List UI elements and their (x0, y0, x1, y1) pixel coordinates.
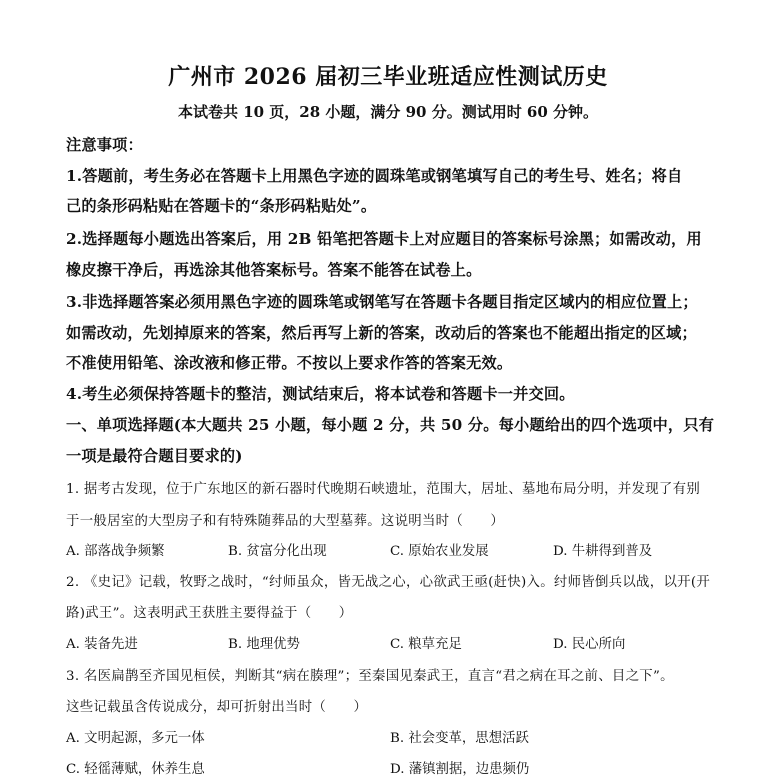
question-3-option-b: B. 社会变革，思想活跃 (390, 731, 529, 746)
section-heading: 一、单项选择题(本大题共 25 小题，每小题 2 分，共 50 分。每小题给出的四个选项中，只有 (66, 416, 715, 434)
question-1-option-a: A. 部落战争频繁 (66, 544, 165, 559)
question-2-text: 2. 《史记》记载，牧野之战时，“纣师虽众，皆无战之心，心欲武王亟(赶快)入。纣师皆倒兵以战，以开(开 (66, 575, 711, 590)
question-3-text: 这些记载虽含传说成分，却可折射出当时（ ） (66, 700, 368, 715)
question-2-option-c: C. 粮草充足 (390, 637, 462, 652)
question-1-text: 1. 据考古发现，位于广东地区的新石器时代晚期石峡遗址，范围大，居址、墓地布局分明，并发现了有别 (66, 482, 701, 497)
question-2-option-b: B. 地理优势 (228, 637, 300, 652)
question-3-option-d: D. 藩镇割据，边患频仍 (390, 762, 530, 777)
exam-title: 广州市 2026 届初三毕业班适应性测试历史 (168, 64, 608, 90)
question-2-option-a: A. 装备先进 (66, 637, 138, 652)
section-heading-continued: 一项是最符合题目要求的) (66, 447, 243, 465)
question-1-option-b: B. 贫富分化出现 (228, 544, 327, 559)
question-2-option-d: D. 民心所向 (553, 637, 626, 652)
question-3-text: 3. 名医扁鹊至齐国见桓侯，判断其“病在腠理”；至秦国见秦武王，直言“君之病在耳之前、目之下”。 (66, 669, 674, 684)
question-1-option-c: C. 原始农业发展 (390, 544, 489, 559)
question-2-text: 路)武王”。这表明武王获胜主要得益于（ ） (66, 606, 353, 621)
notice-line: 己的条形码粘贴在答题卡的“条形码粘贴处”。 (66, 197, 377, 215)
notice-line: 1.答题前，考生务必在答题卡上用黑色字迹的圆珠笔或钢笔填写自己的考生号、姓名；将自 (66, 167, 683, 185)
notice-line: 4.考生必须保持答题卡的整洁，测试结束后，将本试卷和答题卡一并交回。 (66, 385, 575, 403)
question-1-option-d: D. 牛耕得到普及 (553, 544, 653, 559)
question-1-text: 于一般居室的大型房子和有特殊随葬品的大型墓葬。这说明当时（ ） (66, 514, 505, 529)
notice-line: 2.选择题每小题选出答案后，用 2B 铅笔把答题卡上对应题目的答案标号涂黑；如需改动，用 (66, 230, 702, 248)
notice-line: 橡皮擦干净后，再选涂其他答案标号。答案不能答在试卷上。 (66, 261, 482, 279)
notice-line: 3.非选择题答案必须用黑色字迹的圆珠笔或钢笔写在答题卡各题目指定区域内的相应位置上； (66, 293, 698, 311)
notice-line: 如需改动，先划掉原来的答案，然后再写上新的答案，改动后的答案也不能超出指定的区域； (66, 324, 697, 342)
notice-heading: 注意事项： (66, 136, 143, 154)
notice-line: 不准使用铅笔、涂改液和修正带。不按以上要求作答的答案无效。 (66, 354, 513, 372)
question-3-option-a: A. 文明起源，多元一体 (66, 731, 205, 746)
exam-subtitle: 本试卷共 10 页，28 小题，满分 90 分。测试用时 60 分钟。 (177, 103, 599, 121)
question-3-option-c: C. 轻徭薄赋，休养生息 (66, 762, 205, 777)
